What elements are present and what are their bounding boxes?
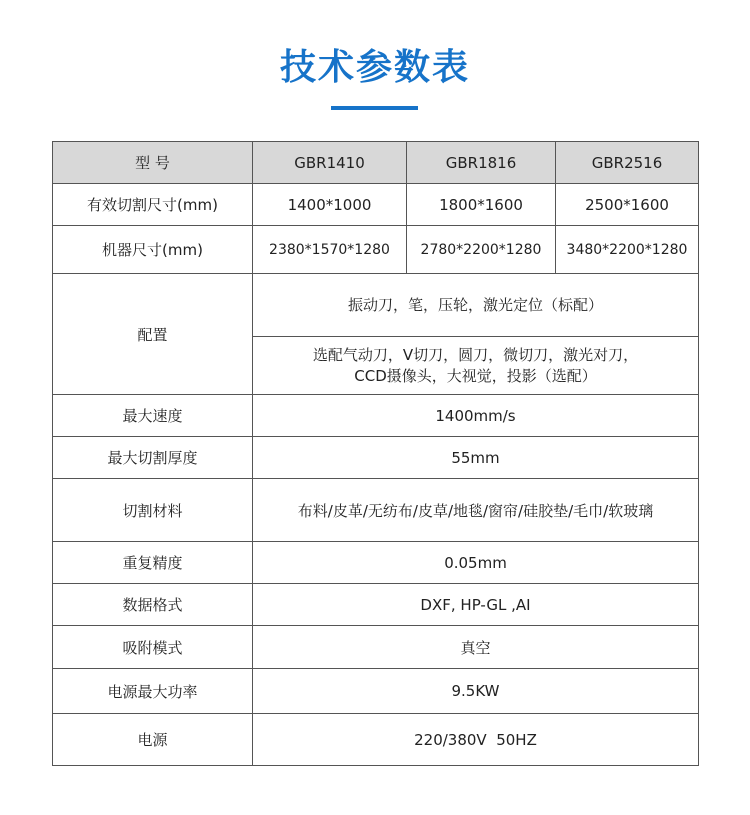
table-row xyxy=(53,274,699,337)
table-row xyxy=(53,184,699,226)
row-label: 切割材料 xyxy=(53,479,253,542)
row-label: 机器尺寸(mm) xyxy=(53,226,253,274)
cell-value: 布料/皮革/无纺布/皮草/地毯/窗帘/硅胶垫/毛巾/软玻璃 xyxy=(253,479,699,542)
cell-value: 55mm xyxy=(253,437,699,479)
cell-value: 真空 xyxy=(253,626,699,669)
header-model-3: GBR2516 xyxy=(556,142,699,184)
cell-value: 1400*1000 xyxy=(253,184,407,226)
cell-value: 2780*2200*1280 xyxy=(407,226,556,274)
config-optional xyxy=(253,337,699,395)
spec-table xyxy=(52,141,699,766)
table-row xyxy=(53,479,699,542)
row-label: 电源 xyxy=(53,714,253,766)
config-optional-line-1: 选配气动刀，V切刀，圆刀，微切刀，激光对刀， xyxy=(312,345,639,364)
title-underline xyxy=(331,106,418,110)
config-standard: 振动刀，笔，压轮，激光定位（标配） xyxy=(253,274,699,337)
row-label: 有效切割尺寸(mm) xyxy=(53,184,253,226)
table-row xyxy=(53,395,699,437)
row-label: 电源最大功率 xyxy=(53,669,253,714)
header-model-1: GBR1410 xyxy=(253,142,407,184)
table-row xyxy=(53,714,699,766)
cell-value: 2500*1600 xyxy=(556,184,699,226)
row-label: 最大速度 xyxy=(53,395,253,437)
table-row xyxy=(53,669,699,714)
config-optional-line-2: CCD摄像头，大视觉，投影（选配） xyxy=(354,366,597,385)
table-row xyxy=(53,584,699,626)
row-label: 重复精度 xyxy=(53,542,253,584)
page-title: 技术参数表 xyxy=(279,47,470,88)
row-label: 最大切割厚度 xyxy=(53,437,253,479)
header-model-label: 型 号 xyxy=(53,142,253,184)
cell-value: DXF, HP-GL ,AI xyxy=(253,584,699,626)
row-label: 数据格式 xyxy=(53,584,253,626)
table-row xyxy=(53,437,699,479)
cell-value: 9.5KW xyxy=(253,669,699,714)
cell-value: 2380*1570*1280 xyxy=(253,226,407,274)
table-row xyxy=(53,542,699,584)
header-model-2: GBR1816 xyxy=(407,142,556,184)
cell-value: 1800*1600 xyxy=(407,184,556,226)
cell-value: 3480*2200*1280 xyxy=(556,226,699,274)
row-label: 配置 xyxy=(53,274,253,395)
cell-value: 1400mm/s xyxy=(253,395,699,437)
cell-value: 0.05mm xyxy=(253,542,699,584)
table-header-row xyxy=(53,142,699,184)
table-row xyxy=(53,626,699,669)
cell-value: 220/380V 50HZ xyxy=(253,714,699,766)
table-row xyxy=(53,226,699,274)
row-label: 吸附模式 xyxy=(53,626,253,669)
